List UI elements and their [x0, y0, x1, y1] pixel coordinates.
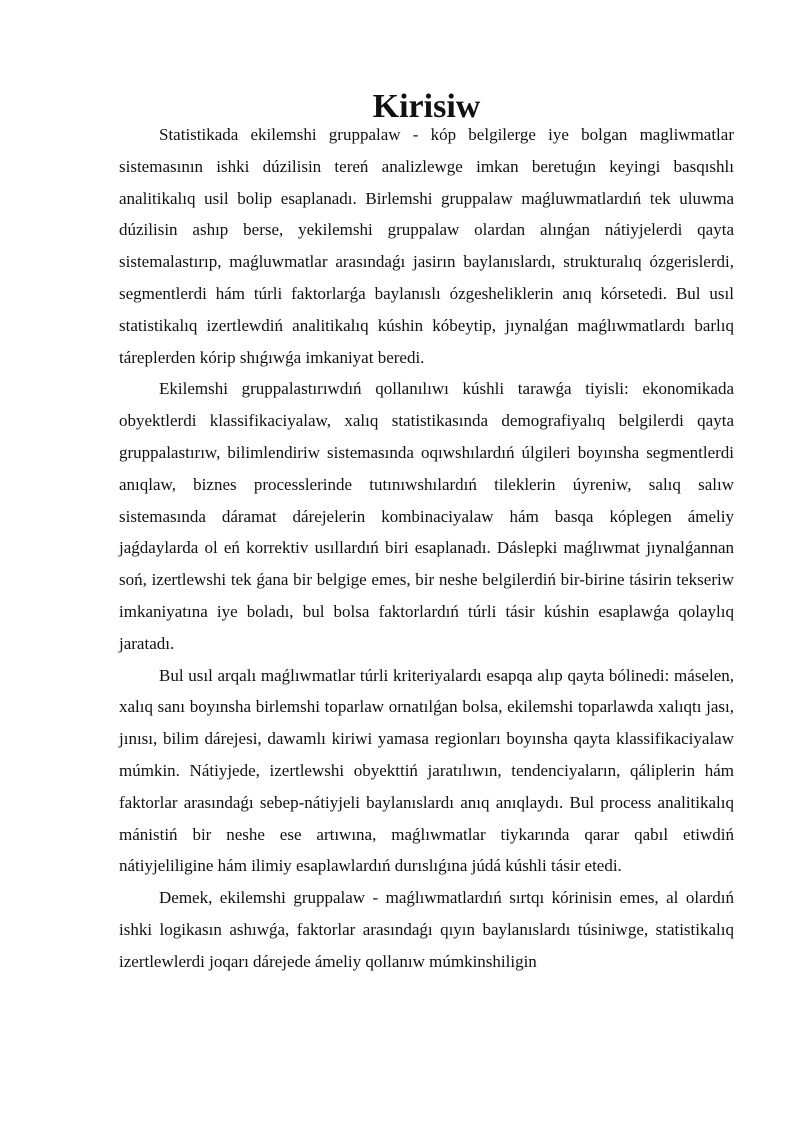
paragraph-3: Bul usıl arqalı maǵlıwmatlar túrli kriteriyalardı esapqa alıp qayta bólinedi: máselen, xalıq sanı boyınsha birlemshi toparlaw ornatılǵan bolsa, ekilemshi toparlawda xalıqtı jası, jınısı, bilim dárejesi, dawamlı kiriwi yamasa regionları boyınsha qayta klassifikaciyalaw múmkin. Nátiyjede, izertlewshi obyekttiń jaratılıwın, tendenciyaların, qáliplerin hám faktorlar arasındaǵı sebep-nátiyjeli baylanıslardı anıq anıqlaydı. Bul process analitikalıq mánistiń bir neshe ese artıwına, maǵlıwmatlar tiykarında qarar qabıl etiwdiń nátiyjeliligine hám ilimiy esaplawlardıń durıslıǵına júdá kúshli tásir etedi. [119, 665, 734, 876]
document-body [119, 88, 734, 978]
paragraph-1: Statistikada ekilemshi gruppalaw - kóp belgilerge iye bolgan magliwmatlar sistemasının ishki dúzilisin tereń analizlewge imkan beretuǵın keyingi basqıshlı analitikalıq usil bolip esaplanadı. Birlemshi gruppalaw maǵluwmatlardıń tek uluwma dúzilisin ashıp berse, yekilemshi gruppalaw olardan alınǵan nátiyjelerdi qayta sistemalastırıp, maǵluwmatlar arasındaǵı jasirın baylanıslardı, strukturalıq ózgerislerdi, segmentlerdi hám túrli faktorlarǵa baylanıslı ózgesheliklerin anıq kórsetedi. Bul usıl statistikalıq izertlewdiń analitikalıq kúshin kóbeytip, jıynalǵan maǵlıwmatlardı barlıq táreplerden kórip shıǵıwǵa imkaniyat beredi. [119, 125, 734, 367]
document-title: Kirisiw [372, 88, 481, 125]
paragraph-2: Ekilemshi gruppalastırıwdıń qollanılıwı kúshli tarawǵa tiyisli: ekonomikada obyektlerdi klassifikaciyalaw, xalıq statistikasında demografiyalıq belgilerdi qayta gruppalastırıw, bilimlendiriw sistemasında oqıwshılardıń úlgileri boyınsha segmentlerdi anıqlaw, biznes processlerinde tutınıwshılardıń tileklerin úyreniw, salıq salıw sistemasında dáramat dárejelerin kombinaciyalaw hám basqa kóplegen ámeliy jaǵdaylarda ol eń korrektiv usıllardıń biri esaplanadı. Dáslepki maǵlıwmat jıynalǵannan soń, izertlewshi tek ǵana bir belgige emes, bir neshe belgilerdiń bir-birine tásirin tekseriw imkaniyatına iye boladı, bul bolsa faktorlardıń túrli tásir kúshin esaplawǵa qolaylıq jaratadı. [119, 379, 734, 653]
paragraph-4: Demek, ekilemshi gruppalaw - maǵlıwmatlardıń sırtqı kórinisin emes, al olardıń ishki logikasın ashıwǵa, faktorlar arasındaǵı qıyın baylanıslardı túsiniwge, statistikalıq izertlewlerdi joqarı dárejede ámeliy qollanıw múmkinshiligin [119, 888, 734, 971]
